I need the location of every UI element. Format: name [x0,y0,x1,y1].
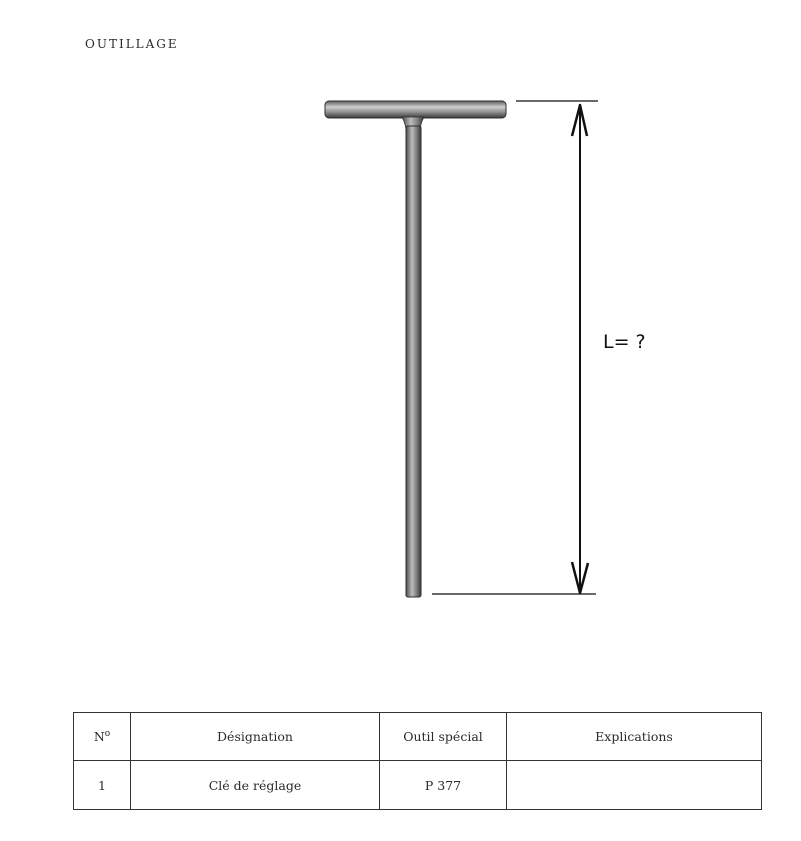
tool-table [73,712,762,810]
header-explanations: Explications [507,713,762,761]
header-designation: Désignation [131,713,380,761]
cell-explanations [507,761,762,810]
cell-designation: Clé de réglage [131,761,380,810]
tool-handle-bar [325,101,506,118]
header-special-tool: Outil spécial [380,713,507,761]
cell-number: 1 [74,761,131,810]
dimension-label: L= ? [603,331,646,353]
header-number: $N^o$ [74,713,131,761]
table-header-row [74,713,762,761]
section-title: OUTILLAGE [85,37,179,51]
tool-shaft [406,126,421,597]
cell-special-tool: P 377 [380,761,507,810]
table-row [74,761,762,810]
